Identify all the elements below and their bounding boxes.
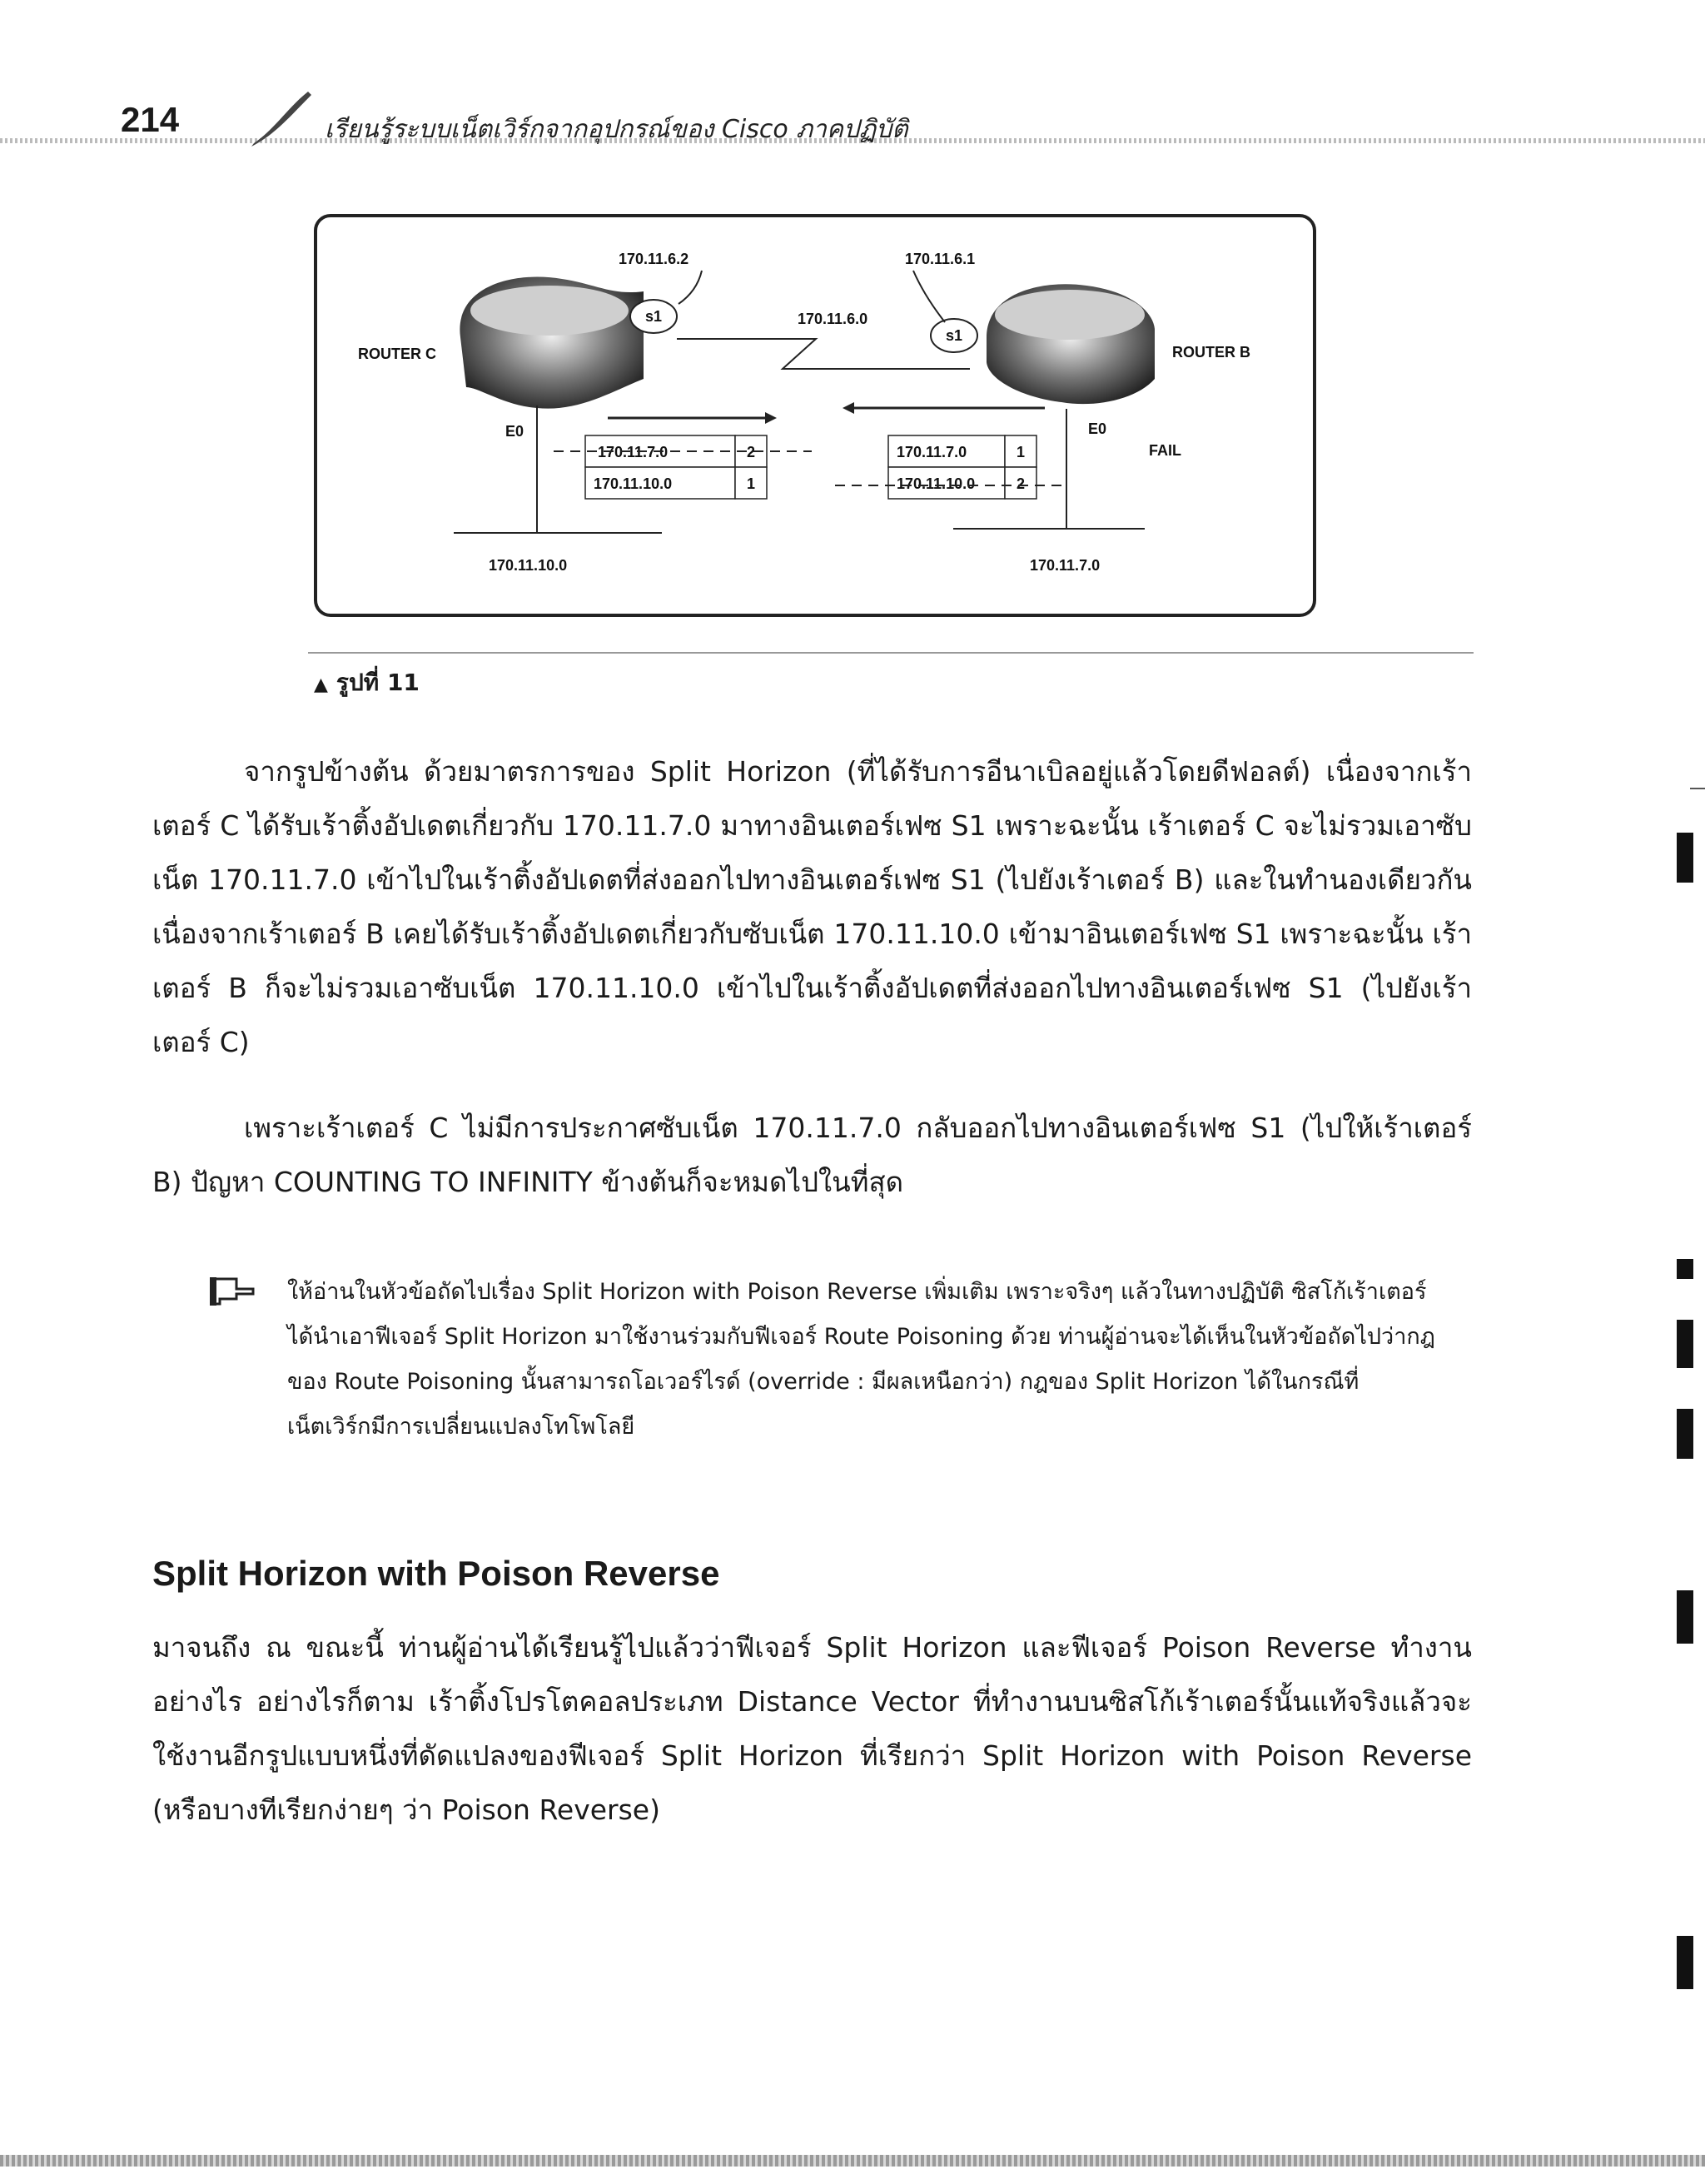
right-row1-hops: 1 [1016, 444, 1026, 460]
thumb-index-mark [1677, 1409, 1693, 1459]
header-swoosh-icon [250, 83, 316, 150]
left-row2-network: 170.11.10.0 [594, 475, 673, 492]
left-network-label: 170.11.10.0 [489, 557, 568, 574]
router-b-icon [987, 284, 1155, 404]
paragraph-3: มาจนถึง ณ ขณะนี้ ท่านผู้อ่านได้เรียนรู้ไปแล้วว่าฟีเจอร์ Split Horizon และฟีเจอร์ Poison Reverse ทำงานอย่างไร อย่างไรก็ตาม เร้าติ้งโปรโตคอลประเภท Distance Vector ที่ทำงานบนซิสโก้เร้าเตอร์นั้นแท้จริงแล้วจะใช้งานอีกรูปแบบหนึ่งที่ดัดแปลงของฟีเจอร์ Split Horizon ที่เรียกว่า Split Horizon with Poison Reverse (หรือบางทีเรียกง่ายๆ ว่า Poison Reverse) [152, 1631, 1472, 1826]
router-c-serial-ip: 170.11.6.2 [619, 251, 689, 267]
right-row2-hops: 2 [1016, 475, 1026, 492]
right-network-label: 170.11.7.0 [1030, 557, 1101, 574]
router-b-eth-label: E0 [1088, 420, 1107, 437]
right-row1-network: 170.11.7.0 [897, 444, 967, 460]
router-b-label: ROUTER B [1172, 344, 1250, 361]
router-c-icon [460, 277, 644, 409]
serial-link [677, 339, 970, 369]
right-row2-network: 170.11.10.0 [897, 475, 976, 492]
pointing-hand-icon [208, 1272, 256, 1311]
caption-text: รูปที่ 11 [336, 669, 420, 696]
margin-tick [1690, 788, 1705, 789]
right-routing-table [835, 435, 1063, 499]
scan-artifact-bottom [0, 2155, 1705, 2167]
figure-caption [314, 664, 420, 701]
paragraph-2: เพราะเร้าเตอร์ C ไม่มีการประกาศซับเน็ต 170.11.7.0 กลับออกไปทางอินเตอร์เฟซ S1 (ไปให้เร้าเตอร์ B) ปัญหา COUNTING TO INFINITY ข้างต้นก็จะหมดไปในที่สุด [152, 1112, 1472, 1198]
thumb-index-mark [1677, 1590, 1693, 1644]
router-b-serial-ip: 170.11.6.1 [905, 251, 976, 267]
page-number: 214 [121, 100, 180, 139]
fail-label: FAIL [1149, 442, 1181, 459]
section-title: Split Horizon with Poison Reverse [152, 1554, 720, 1593]
router-c-serial-if-label: s1 [644, 308, 663, 325]
split-horizon-diagram [312, 212, 1320, 620]
serial-network-label: 170.11.6.0 [798, 311, 868, 327]
book-title: เรียนรู้ระบบเน็ตเวิร์กจากอุปกรณ์ของ Cisco ภาคปฏิบัติ [325, 115, 908, 144]
router-c-label: ROUTER C [358, 346, 436, 362]
router-c-eth-label: E0 [505, 423, 524, 440]
left-row1-network: 170.11.7.0 [598, 444, 669, 460]
left-routing-table [554, 435, 812, 499]
thumb-index-mark [1677, 1936, 1693, 1989]
diagram-frame [316, 216, 1315, 615]
thumb-index-mark [1677, 1259, 1693, 1279]
thumb-index-mark [1677, 833, 1693, 883]
caption-triangle-icon: ▲ [314, 674, 328, 695]
note-box: ให้อ่านในหัวข้อถัดไปเรื่อง Split Horizon with Poison Reverse เพิ่มเติม เพราะจริงๆ แล้วในทางปฏิบัติ ซิสโก้เร้าเตอร์ได้นำเอาฟีเจอร์ Split Horizon มาใช้งานร่วมกับฟีเจอร์ Route Poisoning ด้วย ท่านผู้อ่านจะได้เห็นในหัวข้อถัดไปว่ากฎของ Route Poisoning นั้นสามารถโอเวอร์ไรด์ (override : มีผลเหนือกว่า) กฎของ Split Horizon ได้ในกรณีที่เน็ตเวิร์กมีการเปลี่ยนแปลงโทโพโลยี [287, 1279, 1435, 1440]
figure-rule [308, 652, 1474, 654]
left-row2-hops: 1 [746, 475, 756, 492]
left-row1-hops: 2 [746, 444, 756, 460]
thumb-index-mark [1677, 1320, 1693, 1368]
paragraph-1: จากรูปข้างต้น ด้วยมาตรการของ Split Horizon (ที่ได้รับการอีนาเบิลอยู่แล้วโดยดีฟอลต์) เนื่องจากเร้าเตอร์ C ได้รับเร้าติ้งอัปเดตเกี่ยวกับ 170.11.7.0 มาทางอินเตอร์เฟซ S1 เพราะฉะนั้น เร้าเตอร์ C จะไม่รวมเอาซับเน็ต 170.11.7.0 เข้าไปในเร้าติ้งอัปเดตที่ส่งออกไปทางอินเตอร์เฟซ S1 (ไปยังเร้าเตอร์ B) และในทำนองเดียวกัน เนื่องจากเร้าเตอร์ B เคยได้รับเร้าติ้งอัปเดตเกี่ยวกับซับเน็ต 170.11.10.0 เข้ามาอินเตอร์เฟซ S1 เพราะฉะนั้น เร้าเตอร์ B ก็จะไม่รวมเอาซับเน็ต 170.11.10.0 เข้าไปในเร้าติ้งอัปเดตที่ส่งออกไปทางอินเตอร์เฟซ S1 (ไปยังเร้าเตอร์ C) [152, 755, 1472, 1058]
router-b-serial-if-label: s1 [945, 327, 963, 344]
